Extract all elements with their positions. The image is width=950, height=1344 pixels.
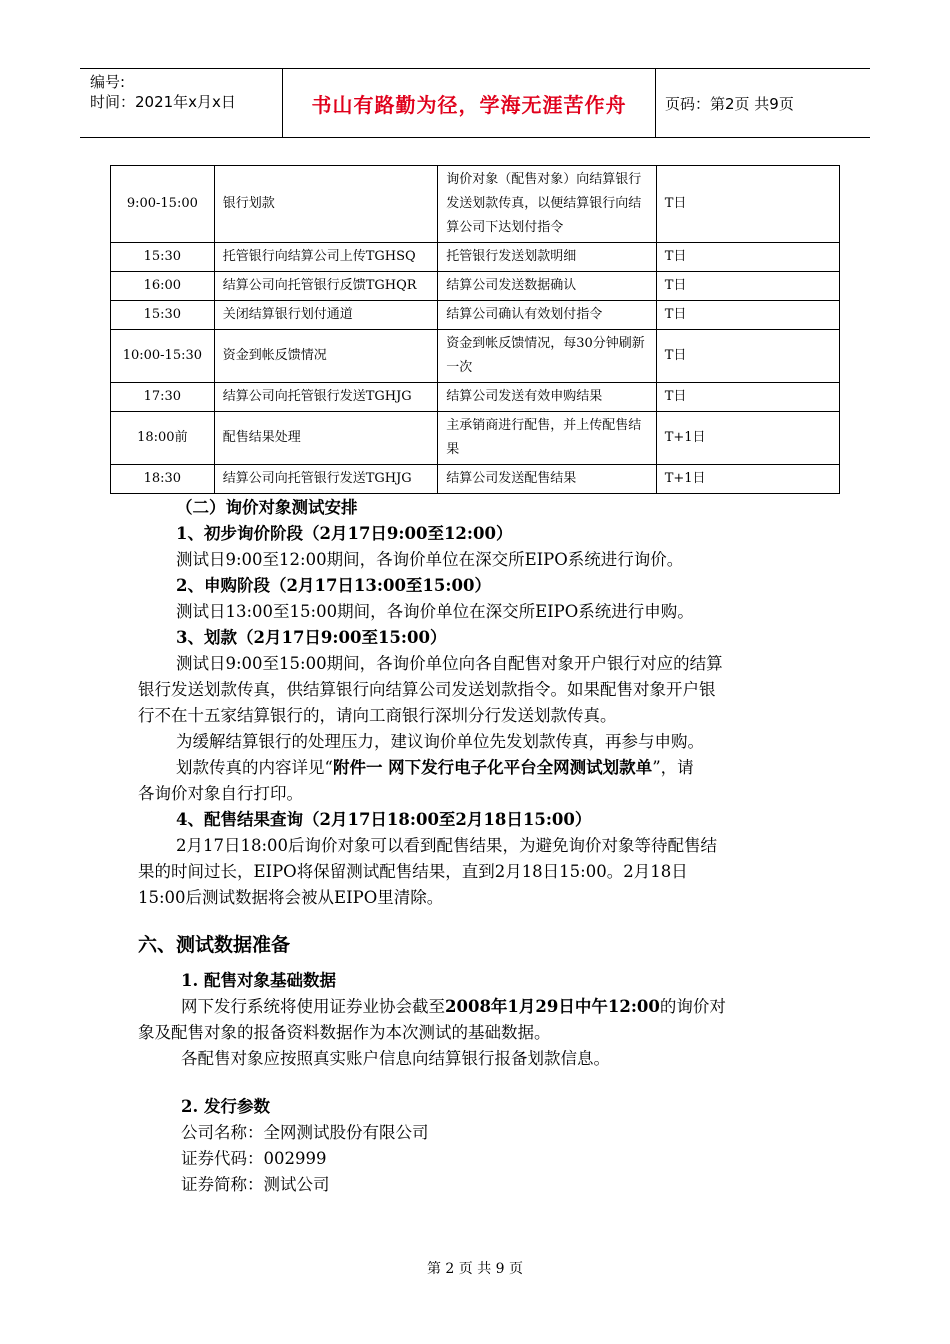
- page-footer: 第 2 页 共 9 页: [426, 1261, 524, 1277]
- time-cell: 18:30: [111, 465, 215, 494]
- event-cell: 配售结果处理: [214, 412, 438, 465]
- table-row: [111, 272, 840, 301]
- subsection-title: 1、初步询价阶段（2月17日9:00至12:00）: [176, 524, 513, 543]
- table-row: [111, 412, 840, 465]
- paragraph-line: 15:00后测试数据将会被从EIPO里清除。: [138, 888, 444, 907]
- cutoff-date: 2008年1月29日中午12:00: [445, 997, 660, 1016]
- subsection-title: 3、划款（2月17日9:00至15:00）: [176, 628, 447, 647]
- header-date: 时间：2021年x月x日: [90, 93, 236, 111]
- time-cell: 10:00-15:30: [111, 330, 215, 383]
- day-cell: T日: [656, 330, 839, 383]
- section-inquiry-testing: [138, 495, 818, 907]
- security-abbr: 证券简称：测试公司: [181, 1175, 330, 1194]
- header-meta: [80, 69, 283, 137]
- time-cell: 18:00前: [111, 412, 215, 465]
- paragraph-line: 行不在十五家结算银行的，请向工商银行深圳分行发送划款传真。: [138, 706, 617, 725]
- header-motto: 书山有路勤为径，学海无涯苦作舟: [283, 69, 656, 137]
- table-row: [111, 166, 840, 243]
- day-cell: T日: [656, 243, 839, 272]
- time-cell: 16:00: [111, 272, 215, 301]
- header-number: 编号:: [90, 73, 126, 91]
- detail-cell: 结算公司发送数据确认: [438, 272, 656, 301]
- detail-cell: 主承销商进行配售，并上传配售结果: [438, 412, 656, 465]
- page-header: [80, 68, 870, 138]
- paragraph-line: [176, 755, 694, 781]
- paragraph-line: 各配售对象应按照真实账户信息向结算银行报备划款信息。: [181, 1049, 610, 1068]
- section-title: 六、测试数据准备: [138, 934, 291, 956]
- event-cell: 结算公司向托管银行发送TGHJG: [214, 465, 438, 494]
- attachment-reference: 附件一 网下发行电子化平台全网测试划款单: [332, 758, 653, 777]
- table-row: [111, 330, 840, 383]
- event-cell: 结算公司向托管银行反馈TGHQR: [214, 272, 438, 301]
- day-cell: T日: [656, 166, 839, 243]
- text-run: 划款传真的内容详见“: [176, 758, 333, 777]
- text-run: 网下发行系统将使用证券业协会截至: [181, 997, 445, 1016]
- header-page-info: 页码：第2页 共9页: [665, 94, 794, 113]
- detail-cell: 托管银行发送划款明细: [438, 243, 656, 272]
- paragraph: 测试日13:00至15:00期间，各询价单位在深交所EIPO系统进行申购。: [176, 602, 694, 621]
- time-cell: 15:30: [111, 301, 215, 330]
- security-code: 证券代码：002999: [181, 1149, 327, 1168]
- schedule-table: [110, 165, 840, 494]
- event-cell: 结算公司向托管银行发送TGHJG: [214, 383, 438, 412]
- time-cell: 15:30: [111, 243, 215, 272]
- detail-cell: 询价对象（配售对象）向结算银行发送划款传真，以便结算银行向结算公司下达划付指令: [438, 166, 656, 243]
- time-cell: 9:00-15:00: [111, 166, 215, 243]
- day-cell: T日: [656, 301, 839, 330]
- event-cell: 关闭结算银行划付通道: [214, 301, 438, 330]
- paragraph-line: 银行发送划款传真，供结算银行向结算公司发送划款指令。如果配售对象开户银: [138, 680, 716, 699]
- table-row: [111, 301, 840, 330]
- detail-cell: 资金到帐反馈情况，每30分钟刷新一次: [438, 330, 656, 383]
- event-cell: 托管银行向结算公司上传TGHSQ: [214, 243, 438, 272]
- day-cell: T+1日: [656, 465, 839, 494]
- subsection-title: 4、配售结果查询（2月17日18:00至2月18日15:00）: [176, 810, 592, 829]
- day-cell: T+1日: [656, 412, 839, 465]
- table-row: [111, 243, 840, 272]
- event-cell: 资金到帐反馈情况: [214, 330, 438, 383]
- paragraph-line: 象及配售对象的报备资料数据作为本次测试的基础数据。: [138, 1023, 551, 1042]
- paragraph: 测试日9:00至12:00期间，各询价单位在深交所EIPO系统进行询价。: [176, 550, 684, 569]
- table-row: [111, 383, 840, 412]
- section-test-data: [138, 932, 818, 1202]
- text-run: ”，请: [652, 758, 694, 777]
- text-run: 的询价对: [659, 997, 726, 1016]
- subsection-title: 2、申购阶段（2月17日13:00至15:00）: [176, 576, 491, 595]
- day-cell: T日: [656, 272, 839, 301]
- paragraph-line: 2月17日18:00后询价对象可以看到配售结果，为避免询价对象等待配售结: [176, 836, 718, 855]
- paragraph-line: 测试日9:00至15:00期间，各询价单位向各自配售对象开户银行对应的结算: [176, 654, 723, 673]
- subsection-title: 1. 配售对象基础数据: [181, 971, 336, 990]
- day-cell: T日: [656, 383, 839, 412]
- paragraph-line: [181, 994, 726, 1020]
- time-cell: 17:30: [111, 383, 215, 412]
- event-cell: 银行划款: [214, 166, 438, 243]
- table-row: [111, 465, 840, 494]
- paragraph-line: 果的时间过长，EIPO将保留测试配售结果，直到2月18日15:00。2月18日: [138, 862, 688, 881]
- paragraph-line: 各询价对象自行打印。: [138, 784, 303, 803]
- detail-cell: 结算公司确认有效划付指令: [438, 301, 656, 330]
- company-name: 公司名称：全网测试股份有限公司: [181, 1123, 429, 1142]
- paragraph-line: 为缓解结算银行的处理压力，建议询价单位先发划款传真，再参与申购。: [176, 732, 704, 751]
- detail-cell: 结算公司发送配售结果: [438, 465, 656, 494]
- detail-cell: 结算公司发送有效申购结果: [438, 383, 656, 412]
- subsection-title: 2. 发行参数: [181, 1097, 270, 1116]
- section-title: （二）询价对象测试安排: [176, 498, 358, 517]
